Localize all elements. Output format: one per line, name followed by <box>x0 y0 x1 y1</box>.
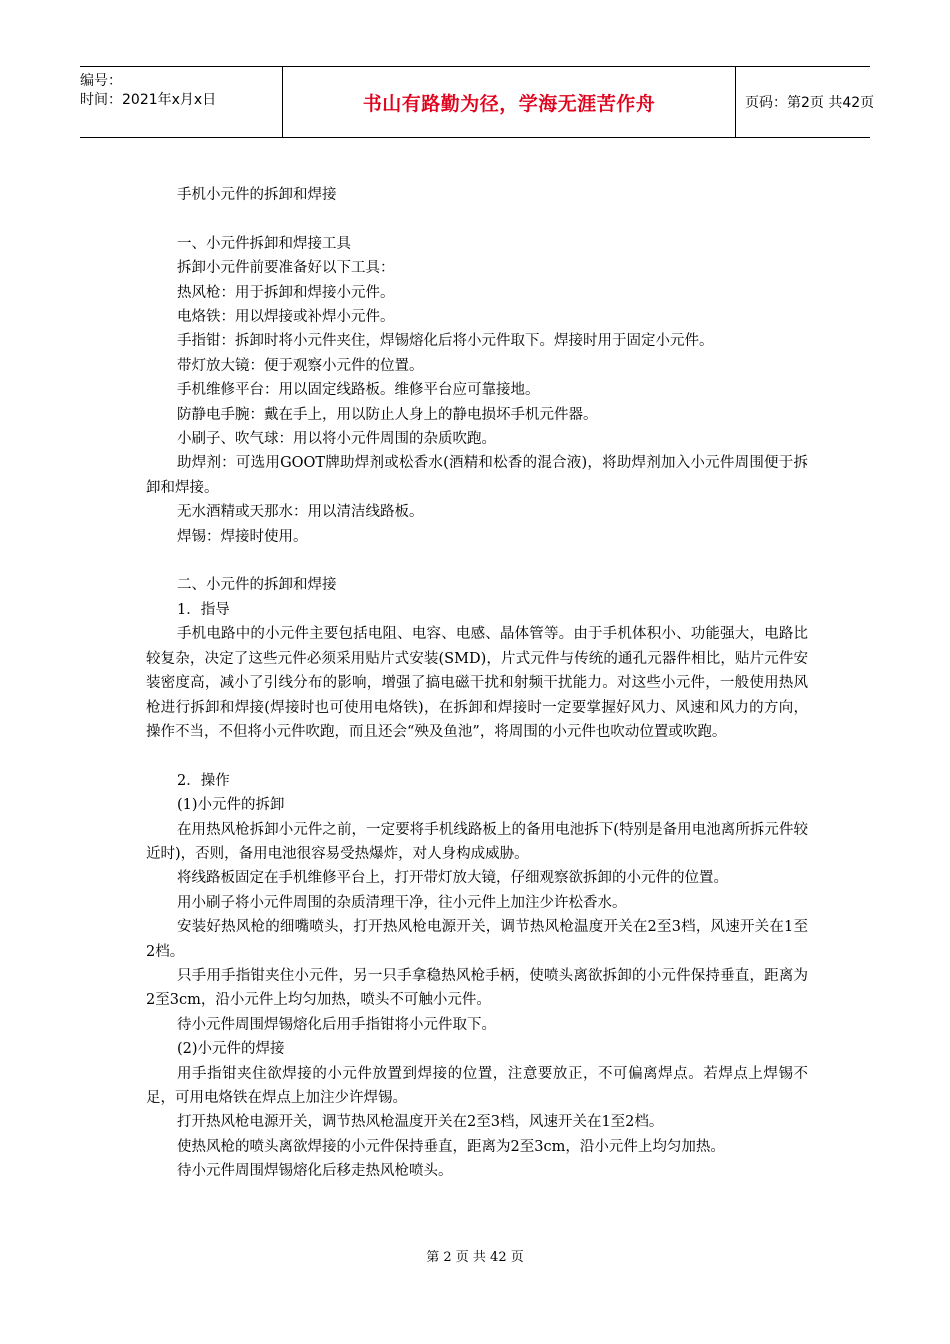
paragraph: 拆卸小元件前要准备好以下工具： <box>177 260 395 277</box>
section-heading: 一、小元件拆卸和焊接工具 <box>177 235 351 252</box>
tool-item: 防静电手腕：戴在手上，用以防止人身上的静电损坏手机元件器。 <box>177 406 598 423</box>
paragraph: 只手用手指钳夹住小元件，另一只手拿稳热风枪手柄，使喷头离欲拆卸的小元件保持垂直，距离为2至3cm，沿小元件上均匀加热，喷头不可触小元件。 <box>146 967 808 1009</box>
document-number-label: 编号： <box>80 73 122 89</box>
tool-item: 小刷子、吹气球：用以将小元件周围的杂质吹跑。 <box>177 431 496 448</box>
paragraph: 手机电路中的小元件主要包括电阻、电容、电感、晶体管等。由于手机体积小、功能强大，电路比较复杂，决定了这些元件必须采用贴片式安装(SMD)，片式元件与传统的通孔元器件相比，贴片元件安装密度高，减小了引线分布的影响，增强了搞电磁干扰和射频干扰能力。对这些小元件，一般使用热风枪进行拆卸和焊接(焊接时也可使用电烙铁)，在拆卸和焊接时一定要掌握好风力、风速和风力的方向，操作不当，不但将小元件吹跑，而且还会“殃及鱼池”，将周围的小元件也吹动位置或吹跑。 <box>146 626 808 740</box>
paragraph: 安装好热风枪的细嘴喷头，打开热风枪电源开关，调节热风枪温度开关在2至3档，风速开关在1至2档。 <box>146 919 808 960</box>
subsection-heading: (2)小元件的焊接 <box>177 1041 285 1058</box>
paragraph: 用小刷子将小元件周围的杂质清理干净，往小元件上加注少许松香水。 <box>177 894 627 911</box>
page-header <box>80 66 875 138</box>
subsection-heading: 1．指导 <box>177 601 230 618</box>
header-page-label: 页码：第2页 共42页 <box>745 95 875 111</box>
tool-item: 助焊剂：可选用GOOT牌助焊剂或松香水(酒精和松香的混合液)，将助焊剂加入小元件周围便于拆卸和焊接。 <box>146 455 808 496</box>
document-date-label: 时间：2021年x月x日 <box>80 92 217 108</box>
header-motto-cell <box>282 67 736 137</box>
header-motto: 书山有路勤为径，学海无涯苦作舟 <box>362 92 656 115</box>
tool-item: 带灯放大镜：便于观察小元件的位置。 <box>177 357 424 374</box>
paragraph: 打开热风枪电源开关，调节热风枪温度开关在2至3档，风速开关在1至2档。 <box>177 1114 664 1131</box>
paragraph: 使热风枪的喷头离欲焊接的小元件保持垂直，距离为2至3cm，沿小元件上均匀加热。 <box>177 1138 725 1155</box>
paragraph: 用手指钳夹住欲焊接的小元件放置到焊接的位置，注意要放正，不可偏离焊点。若焊点上焊锡不足，可用电烙铁在焊点上加注少许焊锡。 <box>146 1065 808 1106</box>
paragraph: 待小元件周围焊锡熔化后移走热风枪喷头。 <box>177 1163 453 1180</box>
tool-item: 手机维修平台：用以固定线路板。维修平台应可靠接地。 <box>177 382 540 399</box>
page-footer: 第 2 页 共 42 页 <box>426 1250 524 1265</box>
tool-item: 热风枪：用于拆卸和焊接小元件。 <box>177 284 395 301</box>
paragraph: 在用热风枪拆卸小元件之前，一定要将手机线路板上的备用电池拆下(特别是备用电池离所拆元件较近时)，否则，备用电池很容易受热爆炸，对人身构成威胁。 <box>146 821 808 862</box>
header-meta <box>80 67 280 137</box>
blank-line <box>146 549 808 573</box>
section-heading: 二、小元件的拆卸和焊接 <box>177 577 337 594</box>
paragraph: 待小元件周围焊锡熔化后用手指钳将小元件取下。 <box>177 1016 496 1033</box>
tool-item: 无水酒精或天那水：用以清洁线路板。 <box>177 504 424 521</box>
tool-item: 焊锡：焊接时使用。 <box>177 528 308 545</box>
blank-line <box>146 207 808 231</box>
tool-item: 电烙铁：用以焊接或补焊小元件。 <box>177 309 395 326</box>
document-body <box>146 183 808 1184</box>
blank-line <box>146 744 808 768</box>
tool-item: 手指钳：拆卸时将小元件夹住，焊锡熔化后将小元件取下。焊接时用于固定小元件。 <box>177 333 714 350</box>
subsection-heading: (1)小元件的拆卸 <box>177 797 285 814</box>
document-title: 手机小元件的拆卸和焊接 <box>177 187 337 203</box>
paragraph: 将线路板固定在手机维修平台上，打开带灯放大镜，仔细观察欲拆卸的小元件的位置。 <box>177 870 728 887</box>
subsection-heading: 2．操作 <box>177 772 230 789</box>
